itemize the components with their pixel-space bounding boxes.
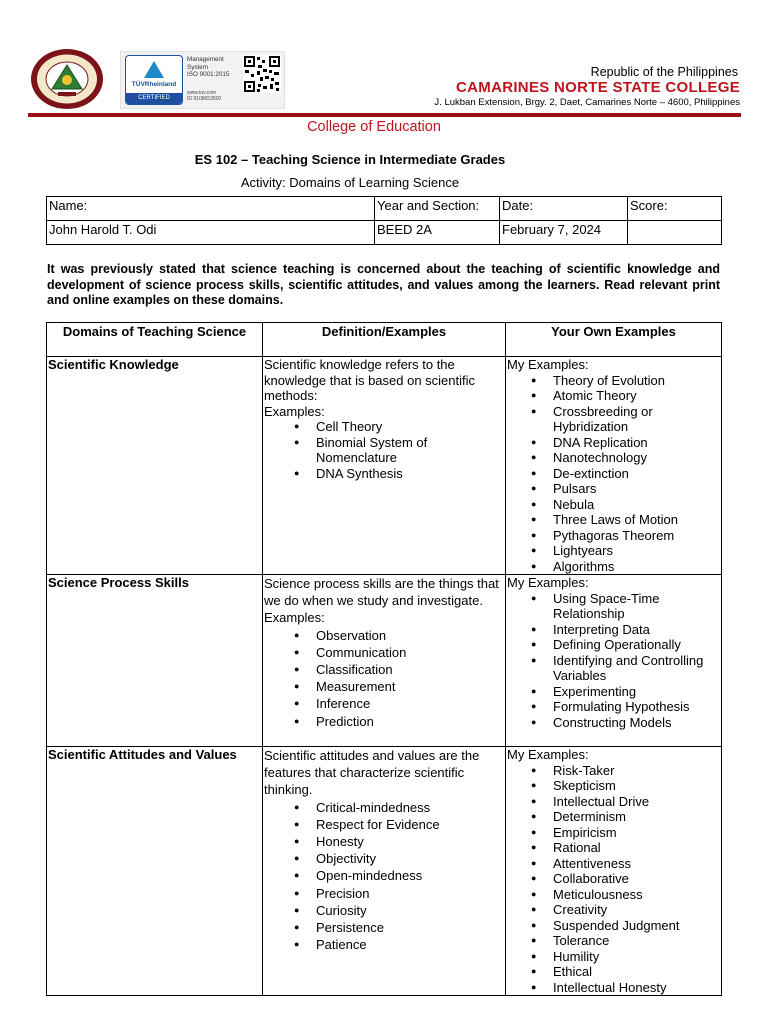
header-divider bbox=[28, 113, 741, 117]
list-item: ● Nanotechnology bbox=[507, 450, 720, 466]
list-item: ● Empiricism bbox=[507, 825, 720, 841]
definition-cell bbox=[263, 357, 506, 575]
list-item: ● Formulating Hypothesis bbox=[507, 699, 720, 715]
iso-certification-badge bbox=[120, 51, 285, 109]
list-item: ● Attentiveness bbox=[507, 856, 720, 872]
tuv-brand-text: TÜVRheinland bbox=[131, 81, 177, 88]
list-item: ● Cell Theory bbox=[264, 419, 504, 435]
date-header: Date: bbox=[500, 197, 628, 221]
date-value: February 7, 2024 bbox=[500, 221, 628, 245]
list-item: ● Atomic Theory bbox=[507, 388, 720, 404]
definition-cell bbox=[263, 575, 506, 747]
list-item: ● Tolerance bbox=[507, 933, 720, 949]
list-item: ● DNA Synthesis bbox=[264, 466, 504, 482]
info-header-row bbox=[47, 197, 722, 221]
own-examples-cell bbox=[506, 575, 722, 747]
domains-header-row bbox=[47, 323, 722, 357]
list-item: ● Objectivity bbox=[264, 850, 504, 867]
list-item: ● Creativity bbox=[507, 902, 720, 918]
college-address: J. Lukban Extension, Brgy. 2, Daet, Camarines Norte – 4600, Philippines bbox=[434, 97, 740, 108]
domain-name: Scientific Knowledge bbox=[47, 357, 263, 575]
list-item: ● Lightyears bbox=[507, 543, 720, 559]
domains-column-header: Domains of Teaching Science bbox=[47, 323, 263, 357]
year-section-value: BEED 2A bbox=[375, 221, 500, 245]
list-item: ● Meticulousness bbox=[507, 887, 720, 903]
tuv-triangle-icon bbox=[144, 61, 164, 78]
list-item: ● Suspended Judgment bbox=[507, 918, 720, 934]
examples-list bbox=[264, 419, 504, 481]
instructions-paragraph: It was previously stated that science teaching is concerned about the teaching of scientific knowledge and development of science process skills, scientific attitudes, and values among the learners. Read relevant print and online examples on these domains. bbox=[47, 262, 720, 307]
domain-name: Science Process Skills bbox=[47, 575, 263, 747]
list-item: ● Risk-Taker bbox=[507, 763, 720, 779]
score-value bbox=[628, 221, 722, 245]
list-item: ● Communication bbox=[264, 644, 504, 661]
name-value: John Harold T. Odi bbox=[47, 221, 375, 245]
list-item: ● Using Space-Time Relationship bbox=[507, 591, 720, 622]
cert-system-text: Management System ISO 9001:2015 bbox=[187, 56, 230, 78]
list-item: ● Respect for Evidence bbox=[264, 816, 504, 833]
tuv-rheinland-logo bbox=[125, 55, 183, 105]
score-header: Score: bbox=[628, 197, 722, 221]
info-value-row bbox=[47, 221, 722, 245]
student-info-table bbox=[46, 196, 722, 245]
list-item: ● Rational bbox=[507, 840, 720, 856]
examples-label: Examples: bbox=[264, 610, 325, 626]
list-item: ● Intellectual Honesty bbox=[507, 980, 720, 996]
definition-text: Scientific knowledge refers to the knowledge that is based on scientific methods: bbox=[264, 357, 476, 403]
list-item: ● Honesty bbox=[264, 833, 504, 850]
list-item: ● Crossbreeding or Hybridization bbox=[507, 404, 720, 435]
list-item: ● Ethical bbox=[507, 964, 720, 980]
college-name: CAMARINES NORTE STATE COLLEGE bbox=[456, 79, 740, 96]
list-item: ● Pulsars bbox=[507, 481, 720, 497]
own-examples-label: My Examples: bbox=[507, 575, 589, 590]
cert-id-text: www.tuv.com ID 9108653500 bbox=[187, 90, 222, 102]
list-item: ● Determinism bbox=[507, 809, 720, 825]
examples-label: Examples: bbox=[264, 403, 325, 419]
own-examples-column-header: Your Own Examples bbox=[506, 323, 722, 357]
list-item: ● Nebula bbox=[507, 497, 720, 513]
list-item: ● Constructing Models bbox=[507, 715, 720, 731]
definition-cell bbox=[263, 747, 506, 996]
college-of-title: College of Education bbox=[307, 119, 441, 135]
definition-column-header: Definition/Examples bbox=[263, 323, 506, 357]
list-item: ● Measurement bbox=[264, 678, 504, 695]
table-row bbox=[47, 575, 722, 747]
list-item: ● Interpreting Data bbox=[507, 622, 720, 638]
list-item: ● Open-mindedness bbox=[264, 867, 504, 884]
examples-list bbox=[264, 627, 504, 730]
republic-text: Republic of the Philippines bbox=[590, 65, 738, 79]
list-item: ● Three Laws of Motion bbox=[507, 512, 720, 528]
table-row bbox=[47, 747, 722, 996]
list-item: ● Observation bbox=[264, 627, 504, 644]
list-item: ● Intellectual Drive bbox=[507, 794, 720, 810]
domain-name: Scientific Attitudes and Values bbox=[47, 747, 263, 996]
own-examples-cell bbox=[506, 357, 722, 575]
list-item: ● Critical-mindedness bbox=[264, 799, 504, 816]
definition-text: Scientific attitudes and values are the features that characterize scientific thinking. bbox=[264, 748, 480, 798]
examples-list bbox=[264, 799, 504, 954]
list-item: ● Patience bbox=[264, 936, 504, 953]
definition-text: Science process skills are the things that we do when we study and investigate. bbox=[264, 576, 499, 609]
own-examples-cell bbox=[506, 747, 722, 996]
list-item: ● Classification bbox=[264, 661, 504, 678]
domains-table bbox=[46, 322, 722, 996]
list-item: ● Theory of Evolution bbox=[507, 373, 720, 389]
list-item: ● DNA Replication bbox=[507, 435, 720, 451]
year-section-header: Year and Section: bbox=[375, 197, 500, 221]
list-item: ● Humility bbox=[507, 949, 720, 965]
list-item: ● Precision bbox=[264, 885, 504, 902]
college-seal-logo bbox=[30, 48, 104, 110]
list-item: ● Prediction bbox=[264, 713, 504, 730]
tuv-certified-text: CERTIFIED bbox=[126, 93, 182, 104]
own-examples-label: My Examples: bbox=[507, 357, 589, 372]
list-item: ● Binomial System of Nomenclature bbox=[264, 435, 504, 466]
activity-title: Activity: Domains of Learning Science bbox=[240, 175, 460, 190]
own-examples-list bbox=[507, 763, 720, 996]
list-item: ● Inference bbox=[264, 695, 504, 712]
list-item: ● Defining Operationally bbox=[507, 637, 720, 653]
qr-code-icon bbox=[243, 55, 281, 93]
list-item: ● Algorithms bbox=[507, 559, 720, 575]
list-item: ● De-extinction bbox=[507, 466, 720, 482]
own-examples-list bbox=[507, 591, 720, 731]
list-item: ● Curiosity bbox=[264, 902, 504, 919]
list-item: ● Pythagoras Theorem bbox=[507, 528, 720, 544]
list-item: ● Skepticism bbox=[507, 778, 720, 794]
own-examples-list bbox=[507, 373, 720, 575]
own-examples-label: My Examples: bbox=[507, 747, 589, 762]
course-title: ES 102 – Teaching Science in Intermediate Grades bbox=[194, 152, 506, 167]
table-row bbox=[47, 357, 722, 575]
list-item: ● Collaborative bbox=[507, 871, 720, 887]
list-item: ● Persistence bbox=[264, 919, 504, 936]
list-item: ● Identifying and Controlling Variables bbox=[507, 653, 720, 684]
name-header: Name: bbox=[47, 197, 375, 221]
list-item: ● Experimenting bbox=[507, 684, 720, 700]
